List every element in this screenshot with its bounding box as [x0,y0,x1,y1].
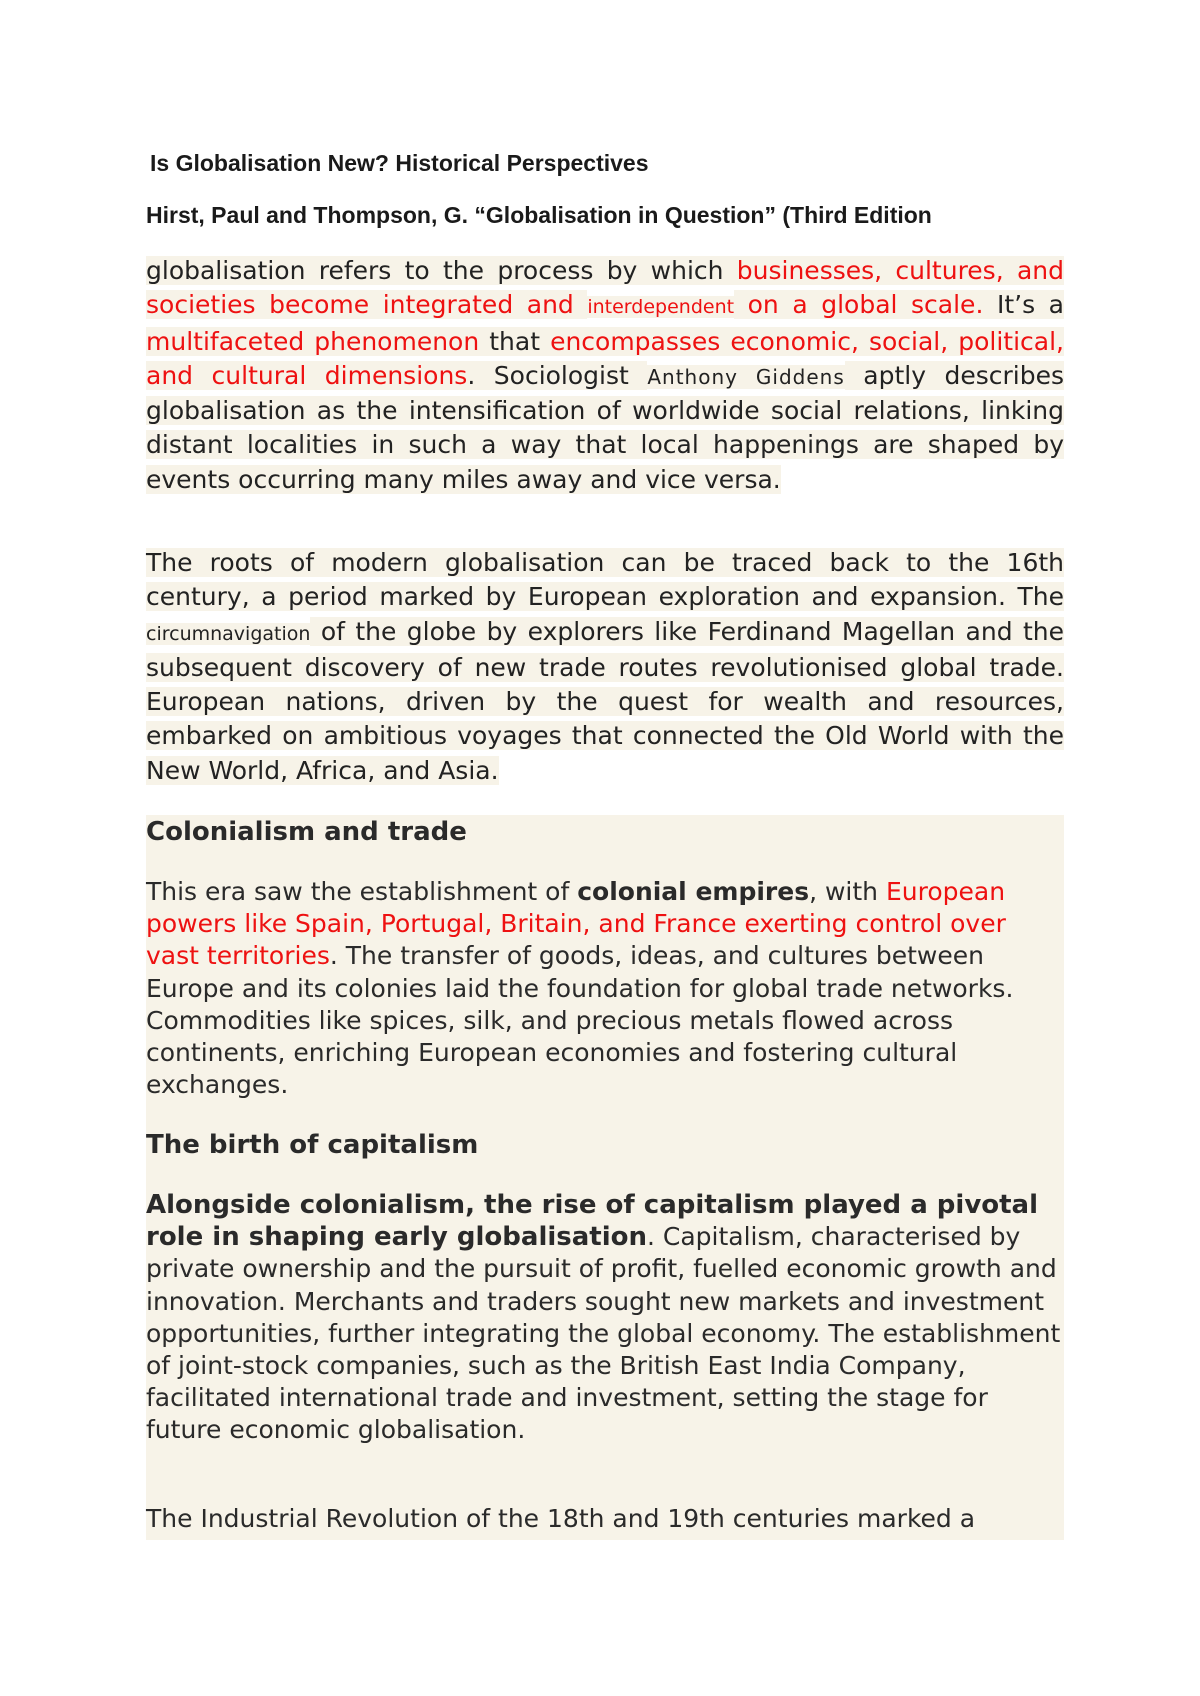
definition-paragraph [146,254,1064,497]
capitalism-heading: The birth of capitalism [146,1130,479,1160]
col-run-2: colonial empires [577,877,810,906]
p1-run-3: interdependent [587,296,735,319]
colonialism-heading: Colonialism and trade [146,817,467,847]
col-run-3: , with [809,877,886,906]
ind-run-1: The Industrial Revolution of the 18th and 19th centuries marked a [146,1504,976,1533]
p2-run-2: circumnavigation [146,622,311,645]
p1-run-6: multifaceted phenomenon [146,326,480,356]
document-title: Is Globalisation New? Historical Perspectives [150,150,649,176]
industrial-paragraph [146,1503,1064,1535]
p1-run-11: aptly describes globalisation as the intensification of worldwide social relations, linking distant localities in such a way that local happenings are shaped by events occurring many miles away and vice versa. [146,360,1065,494]
capitalism-paragraph [146,1189,1064,1447]
p1-run-4: on a global scale. [734,290,984,320]
p2-run-1: The roots of modern globalisation can be traced back to the 16th century, a period marked by European exploration and expansion. The [146,548,1064,612]
cap-run-1: Alongside colonialism, the rise of capitalism played a pivotal role in shaping early globalisation [146,1190,1039,1253]
p1-run-7: that [479,326,551,356]
p1-run-10: Anthony Giddens [647,364,845,389]
p1-run-2: businesses, cultures, and societies become integrated and [146,256,1064,320]
col-run-1: This era saw the establishment of [146,877,578,906]
document-subtitle: Hirst, Paul and Thompson, G. “Globalisation in Question” (Third Edition [146,202,932,228]
col-run-4: European powers like Spain, Portugal, Britain, and France exerting control over vast territories [146,877,1006,971]
p1-run-5: It’s a [983,290,1064,320]
col-run-5: . The transfer of goods, ideas, and cultures between Europe and its colonies laid the foundation for global trade networks. Commodities like spices, silk, and precious metals flowed across continents, enriching European economies and fostering cultural exchanges. [146,941,1014,1100]
p1-run-1: globalisation refers to the process by which [146,256,737,285]
cap-run-2: . Capitalism, characterised by private ownership and the pursuit of profit, fuelled economic growth and innovation. Merchants and traders sought new markets and investment opportunities, further integrating the global economy. The establishment of joint-stock companies, such as the British East India Company, facilitated international trade and investment, setting the stage for future economic globalisation. [146,1222,1061,1445]
highlighted-section [146,815,1064,1540]
p2-run-3: of the globe by explorers like Ferdinand Magellan and the subsequent discovery of new trade routes revolutionised global trade. European nations, driven by the quest for wealth and resources, embarked on ambitious voyages that connected the Old World with the New World, Africa, and Asia. [146,616,1064,785]
roots-paragraph [146,546,1064,788]
colonialism-paragraph [146,876,1064,1101]
p1-run-9: . Sociologist [467,360,648,390]
p1-run-8: encompasses economic, social, political, and cultural dimensions [146,326,1064,390]
